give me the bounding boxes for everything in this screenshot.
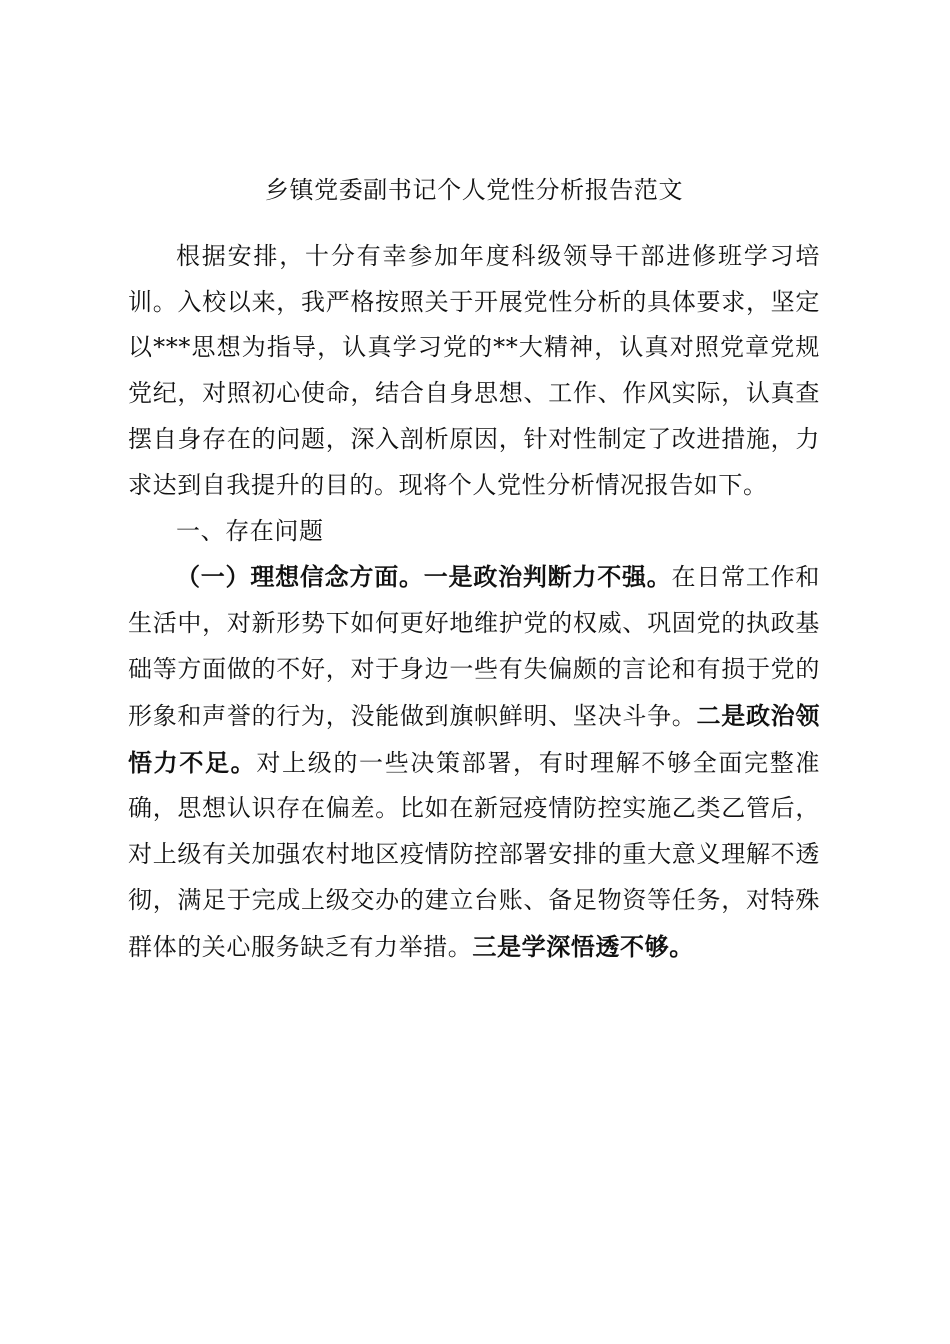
ideals-paragraph — [128, 554, 820, 970]
point-two-text: 对上级的一些决策部署，有时理解不够全面完整准确，思想认识存在偏差。比如在新冠疫情防控实施乙类乙管后，对上级有关加强农村地区疫情防控部署安排的重大意义理解不透彻，满足于完成上级交办的建立台账、备足物资等任务，对特殊群体的关心服务缺乏有力举措。 — [128, 748, 821, 961]
subsection-heading-ideals: （一）理想信念方面。 — [176, 562, 424, 592]
section-heading-problems: 一、存在问题 — [176, 516, 324, 545]
point-one-heading: 一是政治判断力不强。 — [423, 562, 672, 592]
document-title: 乡镇党委副书记个人党性分析报告范文 — [264, 176, 684, 204]
document-body — [128, 168, 820, 971]
point-two-heading: 二是政治领悟力不足。 — [128, 700, 820, 777]
point-three-heading: 三是学深悟透不够。 — [472, 931, 694, 961]
intro-paragraph: 根据安排，十分有幸参加年度科级领导干部进修班学习培训。入校以来，我严格按照关于开展党性分析的具体要求，坚定以***思想为指导，认真学习党的**大精神，认真对照党章党规党纪，对照初心使命，结合自身思想、工作、作风实际，认真查摆自身存在的问题，深入剖析原因，针对性制定了改进措施，力求达到自我提升的目的。现将个人党性分析情况报告如下。 — [128, 241, 820, 499]
point-one-text: 在日常工作和生活中，对新形势下如何更好地维护党的权威、巩固党的执政基础等方面做的不好，对于身边一些有失偏颇的言论和有损于党的形象和声誉的行为，没能做到旗帜鲜明、坚决斗争。 — [128, 563, 821, 730]
